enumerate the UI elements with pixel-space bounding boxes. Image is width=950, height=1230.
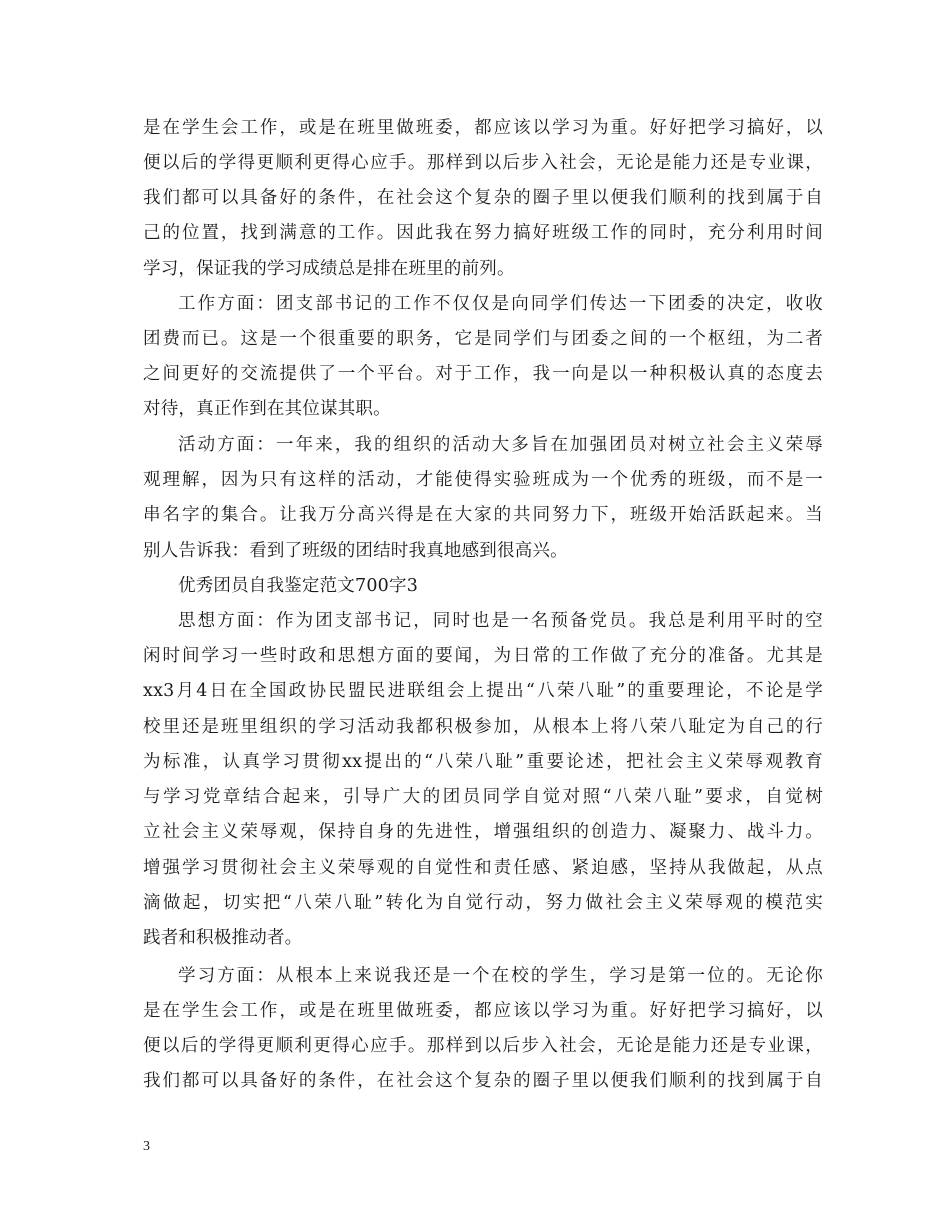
paragraph-start-work: 工作方面：团支部书记的工作不仅仅是向同学们传达一下团委的决定，收收: [178, 294, 823, 314]
text-line: 之间更好的交流提供了一个平台。对于工作，我一向是以一种积极认真的态度去: [143, 364, 823, 384]
text-line: 践者和积极推动者。: [143, 928, 303, 948]
text-line: 别人告诉我：看到了班级的团结时我真地感到很高兴。: [143, 541, 568, 561]
text-line: 立社会主义荣辱观，保持自身的先进性，增强组织的创造力、凝聚力、战斗力。: [143, 822, 823, 842]
text-line: 学习，保证我的学习成绩总是排在班里的前列。: [143, 259, 515, 279]
text-line: 便以后的学得更顺利更得心应手。那样到以后步入社会，无论是能力还是专业课，: [143, 1036, 823, 1056]
text-line: 我们都可以具备好的条件，在社会这个复杂的圈子里以便我们顺利的找到属于自: [143, 1071, 823, 1091]
text-line: 串名字的集合。让我万分高兴得是在大家的共同努力下，班级开始活跃起来。当: [143, 505, 823, 525]
text-line: 与学习党章结合起来，引导广大的团员同学自觉对照“八荣八耻”要求，自觉树: [143, 787, 823, 807]
text-line: 是在学生会工作，或是在班里做班委，都应该以学习为重。好好把学习搞好，以: [143, 118, 823, 138]
page-number: 3: [143, 1139, 150, 1154]
text-line: 闲时间学习一些时政和思想方面的要闻，为日常的工作做了充分的准备。尤其是: [143, 646, 823, 666]
text-line: 滴做起，切实把“八荣八耻”转化为自觉行动，努力做社会主义荣辱观的模范实: [143, 893, 823, 913]
text-line: 校里还是班里组织的学习活动我都积极参加，从根本上将八荣八耻定为自己的行: [143, 717, 823, 737]
text-line: 增强学习贯彻社会主义荣辱观的自觉性和责任感、紧迫感，坚持从我做起，从点: [143, 858, 823, 878]
text-line: 是在学生会工作，或是在班里做班委，都应该以学习为重。好好把学习搞好，以: [143, 1001, 823, 1021]
text-line: 为标准，认真学习贯彻xx提出的“八荣八耻”重要论述，把社会主义荣辱观教育: [143, 752, 823, 772]
paragraph-start-activity: 活动方面：一年来，我的组织的活动大多旨在加强团员对树立社会主义荣辱: [178, 435, 823, 455]
text-line: 己的位置，找到满意的工作。因此我在努力搞好班级工作的同时，充分利用时间: [143, 223, 823, 243]
text-line: xx3月4日在全国政协民盟民进联组会上提出“八荣八耻”的重要理论，不论是学: [143, 681, 823, 701]
text-line: 观理解，因为只有这样的活动，才能使得实验班成为一个优秀的班级，而不是一: [143, 470, 823, 490]
paragraph-start-study: 学习方面：从根本上来说我还是一个在校的学生，学习是第一位的。无论你: [178, 966, 823, 986]
paragraph-start-thought: 思想方面：作为团支部书记，同时也是一名预备党员。我总是利用平时的空: [178, 611, 823, 631]
text-line: 对待，真正作到在其位谋其职。: [143, 399, 391, 419]
text-line: 便以后的学得更顺利更得心应手。那样到以后步入社会，无论是能力还是专业课，: [143, 153, 823, 173]
text-line: 团费而已。这是一个很重要的职务，它是同学们与团委之间的一个枢纽，为二者: [143, 329, 823, 349]
section-heading: 优秀团员自我鉴定范文700字3: [178, 576, 419, 596]
text-line: 我们都可以具备好的条件，在社会这个复杂的圈子里以便我们顺利的找到属于自: [143, 188, 823, 208]
